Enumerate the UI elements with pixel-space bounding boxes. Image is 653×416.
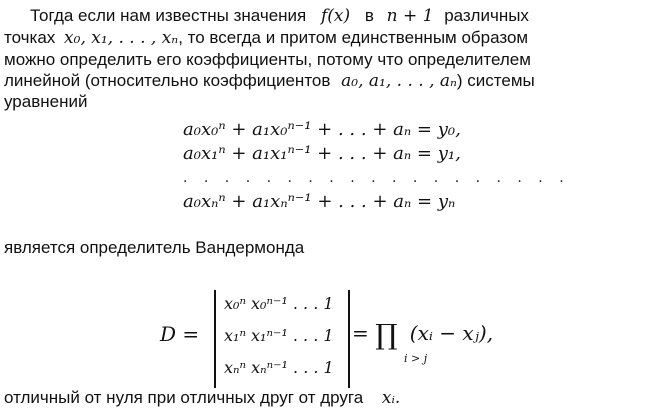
equation-lhs: a₀x₀ⁿ + a₁x₀ⁿ⁻¹ + . . . + aₙ	[183, 119, 412, 140]
text-segment: уравнений	[4, 92, 88, 111]
math-coeffs: a₀, a₁, . . . , aₙ	[341, 71, 457, 91]
math-points: x₀, x₁, . . . , xₙ	[64, 28, 179, 48]
determinant-matrix	[214, 290, 350, 388]
paragraph-vandermonde	[4, 238, 304, 258]
equation-row	[183, 190, 483, 214]
paragraph-line-4	[4, 71, 645, 91]
text-segment: отличный от нуля при отличных друг от друга	[4, 388, 364, 407]
determinant-row: xₙⁿ xₙⁿ⁻¹ . . . 1	[224, 358, 334, 377]
product-formula	[352, 318, 494, 365]
paragraph-line-1	[4, 6, 645, 26]
paragraph-line-3	[4, 50, 645, 70]
paragraph-line-2	[4, 28, 645, 48]
paragraph-final	[4, 388, 400, 408]
equals-sign: =	[352, 321, 369, 345]
math-n-plus-1: n + 1	[386, 6, 434, 26]
text-segment: в	[364, 6, 374, 25]
product-symbol: ∏	[375, 318, 398, 351]
determinant-label: D =	[160, 322, 200, 346]
product-index: i > j	[404, 352, 428, 365]
text-segment: точках	[4, 28, 56, 47]
text-segment: различных	[444, 6, 529, 25]
equation-rhs: = y₁,	[416, 143, 461, 164]
text-segment: линейной (относительно коэффициентов	[4, 71, 331, 90]
text-segment: является определитель Вандермонда	[4, 238, 305, 257]
math-xi: xᵢ.	[381, 388, 401, 408]
equation-rhs: = yₙ	[417, 191, 456, 212]
vandermonde-determinant	[160, 290, 520, 390]
product-term: (xᵢ − xⱼ),	[409, 321, 494, 345]
equation-system	[183, 118, 570, 214]
equation-row	[183, 118, 483, 142]
text-segment: можно определить его коэффициенты, потому что определителем	[4, 50, 531, 69]
text-segment: ) системы	[456, 71, 535, 90]
equation-row	[183, 142, 483, 166]
text-segment: Тогда если нам известны значения	[30, 6, 307, 25]
equation-dots: . . . . . . . . . . . . . . . . . . .	[183, 170, 570, 186]
determinant-row: x₁ⁿ x₁ⁿ⁻¹ . . . 1	[224, 326, 334, 345]
equation-lhs: a₀x₁ⁿ + a₁x₁ⁿ⁻¹ + . . . + aₙ	[183, 143, 412, 164]
text-segment: , то всегда и притом единственным образом	[178, 28, 529, 47]
equation-lhs: a₀xₙⁿ + a₁xₙⁿ⁻¹ + . . . + aₙ	[183, 191, 412, 212]
paragraph-line-5	[4, 92, 645, 112]
math-fx: f(x)	[321, 6, 351, 26]
determinant-row: x₀ⁿ x₀ⁿ⁻¹ . . . 1	[224, 294, 334, 313]
equation-rhs: = y₀,	[416, 119, 461, 140]
equation-ellipsis-row	[183, 166, 570, 190]
